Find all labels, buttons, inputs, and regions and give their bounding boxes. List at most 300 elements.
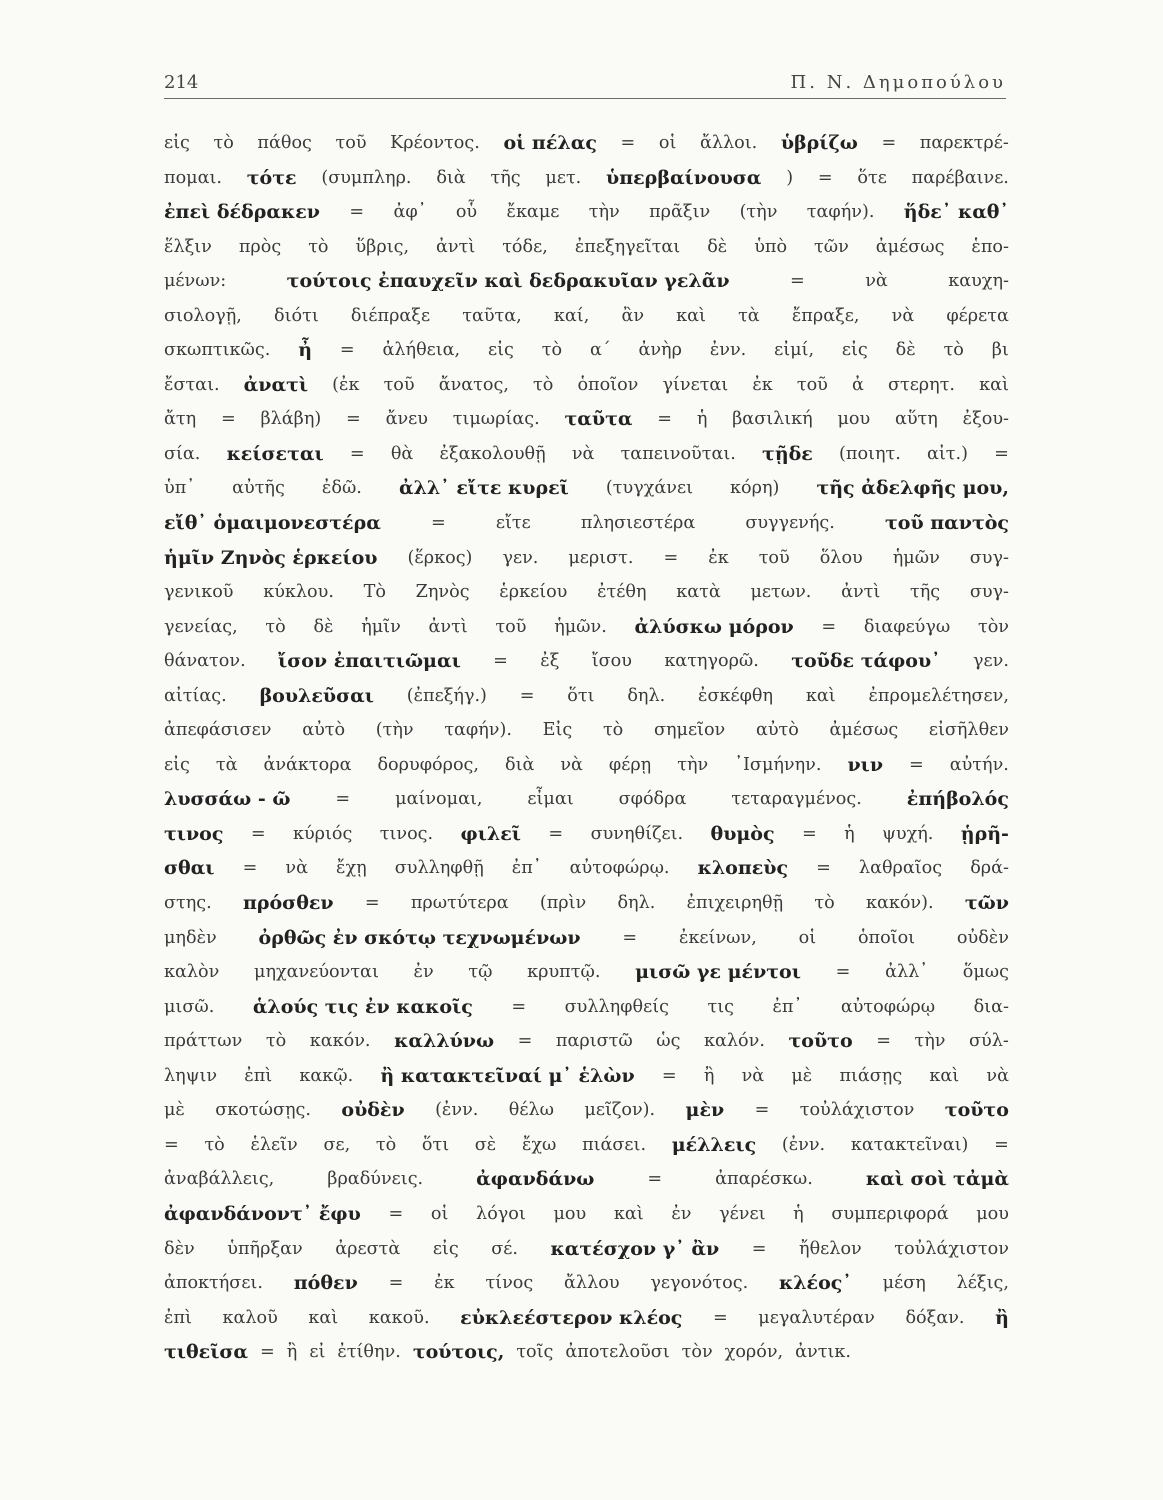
gloss-word: διέπραξε xyxy=(350,305,431,326)
gloss-word: (τὴν xyxy=(375,720,414,741)
gloss-word: = xyxy=(511,996,527,1017)
gloss-word: μεγαλυτέραν xyxy=(758,1307,875,1328)
gloss-word: κατακτεῖναι) xyxy=(850,1134,969,1155)
gloss-word: οἱ xyxy=(430,1203,449,1224)
gloss-word: τῶν xyxy=(814,236,849,257)
gloss-word: σε, xyxy=(323,1134,351,1155)
gloss-word: ταῦτα, xyxy=(462,305,522,326)
gloss-word: ἀνὴρ xyxy=(638,340,682,361)
gloss-word: σφόδρα xyxy=(618,789,687,810)
gloss-word: γίνεται xyxy=(662,374,729,395)
gloss-word: δὲ xyxy=(707,236,728,257)
gloss-word: = xyxy=(242,858,258,879)
lemma-term: ἥδε᾿ καθ᾿ xyxy=(903,201,1009,224)
gloss-word: = xyxy=(816,858,831,879)
gloss-word: ὁποῖοι xyxy=(857,927,916,948)
gloss-word: = xyxy=(712,1307,728,1328)
page-header xyxy=(164,70,1006,100)
gloss-word: βασιλική xyxy=(732,409,813,430)
gloss-word: τὰ xyxy=(215,754,238,775)
gloss-word: τὸ xyxy=(265,616,286,637)
gloss-word: καί, xyxy=(553,305,590,326)
gloss-word: ἄλλου xyxy=(564,1273,620,1294)
gloss-word: ὅλου xyxy=(819,547,863,568)
gloss-word: πιάσῃς xyxy=(839,1065,903,1086)
gloss-word: ἀλήθεια, xyxy=(382,340,461,361)
lemma-term: τοῦτο xyxy=(944,1099,1009,1122)
gloss-word: ἐξου- xyxy=(962,409,1009,430)
gloss-word: κακόν). xyxy=(865,893,934,914)
gloss-word: = xyxy=(876,1031,891,1052)
gloss-word: = xyxy=(994,1134,1009,1155)
gloss-word: δηλ. xyxy=(617,893,656,914)
gloss-word: εἶμαι xyxy=(527,789,574,810)
lemma-term: ἀλλ᾿ εἴτε κυρεῖ xyxy=(398,477,569,500)
gloss-word: εἰς xyxy=(164,754,190,775)
gloss-word: ἀντὶ xyxy=(841,582,881,603)
gloss-word: ἀνάκτορα xyxy=(263,754,352,775)
gloss-word: μετ. xyxy=(545,167,582,188)
gloss-word: ὑπῆρξαν xyxy=(227,1238,303,1259)
gloss-word: ὅτε xyxy=(857,167,887,188)
lemma-term: βουλεῦσαι xyxy=(259,684,374,707)
gloss-word: κατηγορῶ. xyxy=(664,651,759,672)
gloss-word: ἴσου xyxy=(591,651,632,672)
text-line xyxy=(164,402,1009,437)
text-line xyxy=(164,782,1009,817)
gloss-word: κόρη) xyxy=(730,478,780,499)
lemma-term: νιν xyxy=(847,753,883,776)
gloss-word: παρέβαινε. xyxy=(911,167,1009,188)
gloss-word: μου xyxy=(837,409,871,430)
text-line xyxy=(164,679,1009,714)
text-line xyxy=(164,506,1009,541)
text-line xyxy=(164,1162,1009,1197)
gloss-word: στερητ. xyxy=(887,374,956,395)
gloss-word: στης. xyxy=(164,893,212,914)
gloss-word: διὰ xyxy=(436,167,466,188)
gloss-word: ἐπιχειρηθῇ xyxy=(686,893,784,914)
lemma-term: κλοπεὺς xyxy=(697,857,789,880)
gloss-word: κακῷ. xyxy=(299,1065,354,1086)
gloss-word: τοὐλάχιστον xyxy=(894,1238,1009,1259)
gloss-word: ἡ xyxy=(696,409,708,430)
lemma-term: ὑβρίζω xyxy=(780,132,858,154)
gloss-word: τὸ xyxy=(814,893,835,914)
gloss-word: = xyxy=(349,443,365,464)
lemma-term: ἐπεὶ δέδρακεν xyxy=(164,201,320,224)
gloss-word: καὶ xyxy=(929,1065,960,1086)
gloss-word: σύλ- xyxy=(969,1031,1009,1052)
text-line xyxy=(164,955,1009,990)
gloss-word: ταπεινοῦται. xyxy=(620,443,736,464)
lemma-term: μὲν xyxy=(685,1099,725,1122)
gloss-word: ἀναβάλλεις, xyxy=(164,1169,275,1190)
lemma-term: πόθεν xyxy=(293,1272,358,1295)
gloss-word: γεν. xyxy=(502,547,539,568)
gloss-word: = xyxy=(751,1238,767,1259)
gloss-word: τοῖς xyxy=(516,1342,554,1363)
gloss-word: καὶ xyxy=(805,685,836,706)
gloss-word: τοῦ xyxy=(383,374,415,395)
gloss-word: αὐτήν. xyxy=(949,754,1009,775)
text-line xyxy=(164,644,1009,679)
gloss-word: τόδε, xyxy=(502,236,548,257)
text-line xyxy=(164,333,1009,368)
gloss-word: (ἐνν. xyxy=(435,1100,479,1121)
gloss-word: τοῦ xyxy=(758,547,790,568)
gloss-word: (τὴν xyxy=(739,202,778,223)
gloss-word: ἐκ xyxy=(434,1273,455,1294)
gloss-word: Κρέοντος. xyxy=(390,133,480,153)
gloss-word: δρά- xyxy=(970,858,1009,879)
gloss-word: ἀρεστὰ xyxy=(335,1238,401,1259)
lemma-term: ταῦτα xyxy=(564,408,633,431)
gloss-word: γεγονότος. xyxy=(650,1273,749,1294)
gloss-word: ἄνευ xyxy=(385,409,428,430)
gloss-word: μεριστ. xyxy=(568,547,634,568)
gloss-word: (συμπληρ. xyxy=(321,167,412,188)
gloss-word: διότι xyxy=(274,305,319,326)
gloss-word: ἑρκείου xyxy=(499,582,568,603)
gloss-word: τοῦ xyxy=(495,616,527,637)
gloss-word: τὸ xyxy=(204,1134,225,1155)
gloss-word: ἐξακολουθῇ xyxy=(439,443,546,464)
gloss-word: ἐδῶ. xyxy=(321,478,362,499)
gloss-word: κατὰ xyxy=(676,582,721,603)
gloss-word: τῆς xyxy=(490,167,521,188)
gloss-word: τῆς xyxy=(909,582,941,603)
text-line xyxy=(164,817,1009,852)
gloss-word: νὰ xyxy=(285,858,308,879)
text-line xyxy=(164,299,1009,334)
gloss-word: μου xyxy=(553,1203,587,1224)
gloss-word: ἀποτελοῦσι xyxy=(565,1342,670,1363)
gloss-word: σὲ xyxy=(474,1134,497,1155)
gloss-word: (ἐπεξήγ.) xyxy=(406,685,487,706)
gloss-word: ἀμέσως xyxy=(829,720,899,741)
gloss-word: τὴν xyxy=(914,1031,946,1052)
gloss-word: = xyxy=(493,651,508,672)
gloss-word: εἰς xyxy=(488,340,514,361)
text-line xyxy=(164,161,1009,196)
gloss-word: μένων: xyxy=(164,271,227,292)
gloss-word: ἄλλοι. xyxy=(699,133,758,153)
gloss-word: ἐν xyxy=(671,1203,692,1224)
gloss-word: = xyxy=(663,547,679,568)
gloss-word: τὸ xyxy=(265,1031,287,1052)
gloss-word: γεν. xyxy=(973,651,1009,672)
gloss-word: τὸ xyxy=(375,1134,397,1155)
gloss-word: οἱ xyxy=(798,927,817,948)
gloss-word: τὸν xyxy=(681,1342,713,1363)
gloss-word: κακόν. xyxy=(309,1031,371,1052)
gloss-word: νὰ xyxy=(741,1065,765,1086)
gloss-word: ἀντικ. xyxy=(795,1342,851,1363)
gloss-word: βλάβη) xyxy=(260,409,322,430)
gloss-word: δορυφόρος, xyxy=(377,754,479,775)
gloss-word: τίνος xyxy=(485,1273,534,1294)
gloss-word: πράττων xyxy=(164,1031,243,1052)
gloss-word: τεταραγμένος. xyxy=(731,789,862,810)
gloss-word: σιολογῇ, xyxy=(164,305,242,326)
lemma-term: οὐδὲν xyxy=(341,1099,405,1122)
gloss-word: ὅτι xyxy=(421,1134,450,1155)
gloss-word: αἰτ.) xyxy=(927,443,968,464)
lemma-term: τοῦδε τάφου᾿ xyxy=(791,650,941,673)
gloss-word: = xyxy=(517,1031,533,1052)
text-line xyxy=(164,437,1009,472)
gloss-word: καὶ xyxy=(676,305,706,326)
gloss-word: ἔκαμε xyxy=(506,202,560,223)
gloss-word: δὲ xyxy=(895,340,916,361)
gloss-word: καυχη- xyxy=(948,271,1009,292)
gloss-word: (ἐνν. xyxy=(781,1134,826,1155)
gloss-word: μηχανεύονται xyxy=(254,962,379,983)
gloss-word: πρὸς xyxy=(238,236,282,257)
gloss-word: τὸν xyxy=(977,616,1009,637)
gloss-word: αὐτὸ xyxy=(302,720,346,741)
gloss-word: ἐτέθη xyxy=(597,582,647,603)
gloss-word: ὑπὸ xyxy=(754,236,788,257)
gloss-word: (ποιητ. xyxy=(839,443,901,464)
gloss-word: ἔπραξε, xyxy=(791,305,860,326)
text-line xyxy=(164,368,1009,403)
gloss-word: θὰ xyxy=(390,443,414,464)
lemma-term: ἡμῖν Ζηνὸς ἑρκείου xyxy=(164,546,378,569)
gloss-word: τιμωρίας. xyxy=(452,409,540,430)
lemma-term: τῶν xyxy=(964,892,1009,915)
gloss-word: δόξαν. xyxy=(905,1307,965,1328)
lemma-term: ἀφανδάνω xyxy=(476,1168,595,1191)
gloss-word: βραδύνεις. xyxy=(327,1169,424,1190)
gloss-word: τις xyxy=(707,996,734,1017)
lemma-term: οἱ πέλας xyxy=(503,132,597,154)
gloss-word: = xyxy=(364,893,380,914)
gloss-word: συνηθίζει. xyxy=(590,823,684,844)
gloss-word: διαφεύγω xyxy=(863,616,951,637)
text-line xyxy=(164,990,1009,1025)
lemma-term: τῇδε xyxy=(762,442,813,465)
gloss-word: εἰμί, xyxy=(774,340,815,361)
gloss-word: ἄτη xyxy=(164,409,197,430)
gloss-word: = xyxy=(908,754,924,775)
lemma-term: εἴθ᾿ ὁμαιμονεστέρα xyxy=(164,512,381,535)
gloss-word: ἔσται. xyxy=(164,374,220,395)
gloss-word: ᾿Ισμήνην. xyxy=(734,754,822,775)
gloss-word: ἐσκέφθη xyxy=(698,685,774,706)
gloss-word: ἐπρομελέτησεν, xyxy=(868,685,1009,706)
gloss-word: ψυχή. xyxy=(882,823,934,844)
gloss-word: συμπεριφορά xyxy=(831,1203,949,1224)
gloss-word: = xyxy=(835,962,851,983)
lemma-term: τούτοις, xyxy=(412,1341,505,1364)
gloss-word: τὰ xyxy=(738,305,760,326)
gloss-word: ἂν xyxy=(621,305,645,326)
gloss-word: σκοτώσῃς. xyxy=(215,1100,311,1121)
lemma-term: ἀφανδάνοντ᾿ ἔφυ xyxy=(164,1202,361,1225)
gloss-word: κακοῦ. xyxy=(368,1307,430,1328)
gloss-word: μὲ xyxy=(791,1065,813,1086)
gloss-word: ἀντὶ xyxy=(428,616,468,637)
gloss-word: εἰσῆλθεν xyxy=(928,720,1009,741)
gloss-word: = xyxy=(622,927,638,948)
gloss-word: λέξις, xyxy=(956,1273,1009,1294)
gloss-word: εἰς xyxy=(432,1238,459,1259)
gloss-word: εἰς xyxy=(841,340,868,361)
gloss-word: ἀποκτήσει. xyxy=(164,1273,263,1294)
lemma-term: ἀλύσκω μόρον xyxy=(634,615,794,638)
lemma-term: θυμὸς xyxy=(710,822,775,845)
gloss-word: γενείας, xyxy=(164,616,238,637)
gloss-word: ἐπ᾿ xyxy=(511,858,542,879)
lemma-term: τοῦ παντὸς xyxy=(885,512,1009,535)
lemma-term: τιθεῖσα xyxy=(164,1341,249,1364)
gloss-word: μαίνομαι, xyxy=(395,789,483,810)
gloss-word: = xyxy=(388,1203,404,1224)
gloss-word: (ἐκ xyxy=(332,374,360,395)
gloss-word: ἐκ xyxy=(752,374,773,395)
gloss-word: = xyxy=(994,443,1009,464)
gloss-word: πρωτύτερα xyxy=(410,893,509,914)
gloss-word: κρυπτῷ. xyxy=(527,962,601,983)
gloss-word: κύριός xyxy=(292,823,353,844)
gloss-word: ἀντὶ xyxy=(436,236,476,257)
gloss-word: πιάσει. xyxy=(582,1134,647,1155)
gloss-word: φέρῃ xyxy=(608,754,652,775)
gloss-word: ) xyxy=(786,167,794,188)
gloss-word: καλὸν xyxy=(164,962,220,983)
text-line xyxy=(164,1128,1009,1163)
gloss-word: διὰ xyxy=(504,754,535,775)
text-line xyxy=(164,1232,1009,1267)
gloss-word: νὰ xyxy=(571,443,595,464)
gloss-word: γένει xyxy=(719,1203,766,1224)
gloss-word: ἐν xyxy=(413,962,434,983)
text-line xyxy=(164,264,1009,299)
gloss-word: = xyxy=(519,685,535,706)
gloss-word: ἡ xyxy=(844,823,855,844)
gloss-word: ἀφ᾿ xyxy=(393,202,427,223)
gloss-word: τοὐλάχιστον xyxy=(799,1100,915,1121)
text-line xyxy=(164,851,1009,886)
gloss-word: λαθραῖος xyxy=(858,858,943,879)
gloss-word: συγ- xyxy=(969,547,1009,568)
gloss-word: ὅμως xyxy=(962,962,1009,983)
commentary-text xyxy=(164,126,1009,1370)
text-line xyxy=(164,471,1009,506)
gloss-word: τὸ xyxy=(308,236,329,257)
gloss-word: ἐτίθην. xyxy=(337,1342,401,1363)
gloss-word: ὁποῖον xyxy=(577,374,639,395)
gloss-word: Τὸ xyxy=(363,582,386,603)
lemma-term: καλλύνω xyxy=(394,1030,495,1053)
gloss-word: δηλ. xyxy=(627,685,666,706)
gloss-word: γενικοῦ xyxy=(164,582,234,603)
text-line xyxy=(164,1059,1009,1094)
gloss-word: πάθος xyxy=(257,133,312,153)
gloss-word: ἀπεφάσισεν xyxy=(164,720,272,741)
text-line xyxy=(164,1335,1009,1370)
gloss-word: οὐδὲν xyxy=(956,927,1009,948)
gloss-word: ἐπεξηγεῖται xyxy=(574,236,681,257)
lemma-term: ἀνατὶ xyxy=(243,373,309,396)
gloss-word: δὲ xyxy=(313,616,334,637)
lemma-term: τῆς ἀδελφῆς μου, xyxy=(816,477,1009,500)
gloss-word: = xyxy=(881,133,897,153)
gloss-word: αἰτίας. xyxy=(164,685,227,706)
gloss-word: ταφήν). xyxy=(806,202,875,223)
gloss-word: εἰ xyxy=(309,1342,326,1363)
gloss-word: πομαι. xyxy=(164,167,222,188)
lemma-term: μισῶ γε μέντοι xyxy=(635,961,801,984)
lemma-term: καὶ σοὶ τἀμὰ xyxy=(865,1168,1009,1191)
gloss-word: καὶ xyxy=(613,1203,644,1224)
gloss-word: συλληφθῇ xyxy=(394,858,484,879)
gloss-word: σέ. xyxy=(491,1238,518,1259)
running-head-author: Π. Ν. Δημοπούλου xyxy=(790,72,1006,93)
gloss-word: = xyxy=(339,340,355,361)
gloss-word: ἀλλ᾿ xyxy=(885,962,929,983)
gloss-word: ὑπ᾿ xyxy=(164,478,196,499)
gloss-word: ὅτι xyxy=(567,685,595,706)
text-line xyxy=(164,230,1009,265)
gloss-word: ἡ xyxy=(793,1203,804,1224)
gloss-word: αὐτοφώρῳ xyxy=(840,996,936,1017)
gloss-word: = xyxy=(821,616,837,637)
text-line xyxy=(164,575,1009,610)
lemma-term: τούτοις ἐπαυχεῖν καὶ δεδρακυῖαν γελᾶν xyxy=(286,270,730,293)
text-line xyxy=(164,1197,1009,1232)
gloss-word: μετων. xyxy=(750,582,812,603)
lemma-term: εὐκλεέστερον κλέος xyxy=(460,1306,683,1329)
gloss-word: = xyxy=(430,513,446,534)
lemma-term: ᾑρῆ- xyxy=(960,822,1009,845)
text-line xyxy=(164,541,1009,576)
gloss-word: βι xyxy=(991,340,1009,361)
gloss-word: δὲν xyxy=(164,1238,195,1259)
gloss-word: τὴν xyxy=(677,754,709,775)
gloss-word: = xyxy=(548,823,564,844)
gloss-word: σία. xyxy=(164,443,201,464)
gloss-word: = xyxy=(335,789,351,810)
text-line xyxy=(164,126,1009,161)
gloss-word: ἐκ xyxy=(708,547,729,568)
gloss-word: ὡς xyxy=(656,1031,681,1052)
gloss-word: ἡμῶν. xyxy=(554,616,607,637)
gloss-word: νὰ xyxy=(865,271,888,292)
gloss-word: = xyxy=(817,167,833,188)
lemma-term: λυσσάω - ῶ xyxy=(164,788,291,811)
gloss-word: ἀπαρέσκω. xyxy=(715,1169,813,1190)
lemma-term: κείσεται xyxy=(226,442,324,465)
gloss-word: α´ xyxy=(589,340,611,361)
gloss-word: ἐπ᾿ xyxy=(772,996,803,1017)
gloss-word: σκωπτικῶς. xyxy=(164,340,271,361)
gloss-word: καλοῦ xyxy=(222,1307,278,1328)
gloss-word: αὐτῆς xyxy=(232,478,285,499)
gloss-word: ἑλεῖν xyxy=(250,1134,298,1155)
gloss-word: = xyxy=(620,133,636,153)
gloss-word: συγ- xyxy=(969,582,1009,603)
gloss-word: μέση xyxy=(882,1273,926,1294)
gloss-word: καλόν. xyxy=(704,1031,765,1052)
gloss-word: φέρετα xyxy=(946,305,1009,326)
gloss-word: παρεκτρέ- xyxy=(919,133,1009,153)
gloss-word: = xyxy=(789,271,805,292)
gloss-word: = xyxy=(754,1100,770,1121)
gloss-word: εἰς xyxy=(164,133,190,153)
